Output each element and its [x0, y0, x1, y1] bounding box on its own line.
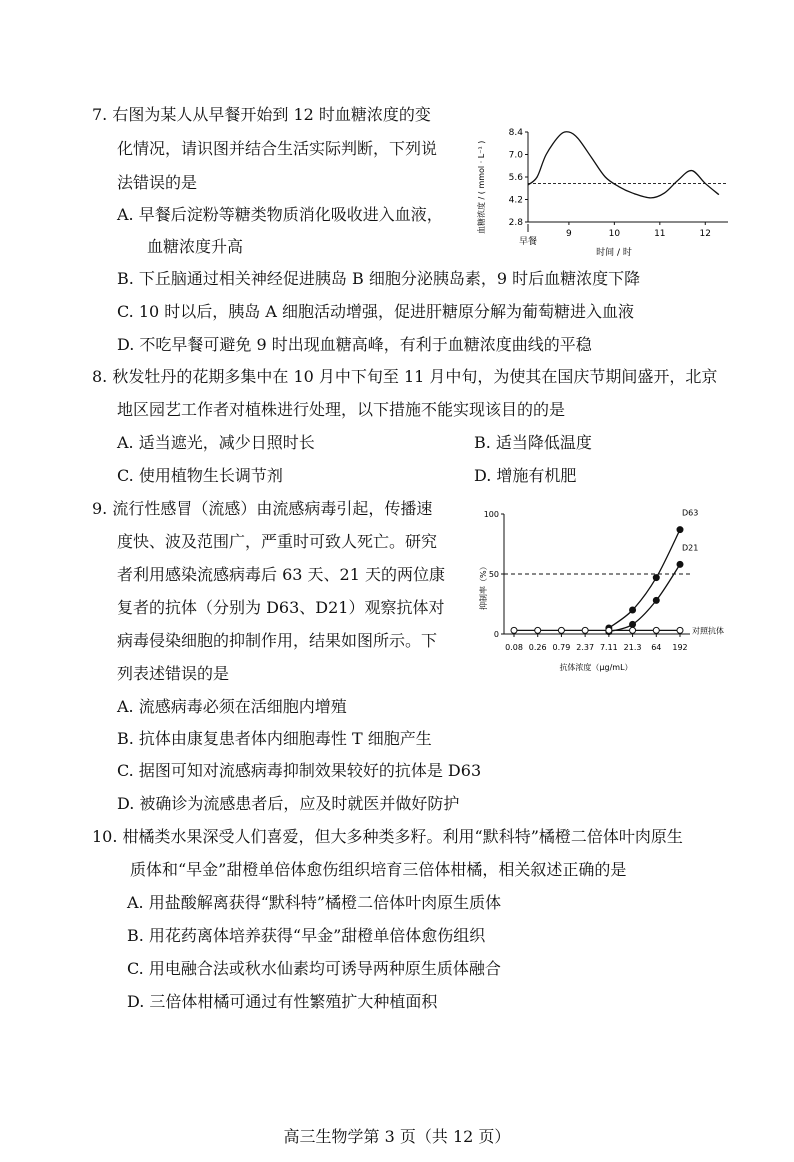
q8-option-b: B. 适当降低温度 [474, 433, 592, 452]
chart1-y-tick-label: 4.2 [508, 195, 523, 206]
q9-option-b: B. 抗体由康复患者体内细胞毒性 T 细胞产生 [117, 729, 432, 748]
q8-stem-line2: 地区园艺工作者对植株进行处理，以下措施不能实现该目的的是 [117, 400, 566, 419]
chart2-x-tick-label: 0.79 [552, 643, 571, 652]
q9-option-a: A. 流感病毒必须在活细胞内增殖 [117, 697, 347, 716]
q7-option-b: B. 下丘脑通过相关神经促进胰岛 B 细胞分泌胰岛素，9 时后血糖浓度下降 [117, 269, 641, 288]
q7-option-a: A. 早餐后淀粉等糖类物质消化吸收进入血液， [117, 205, 443, 224]
chart1-glucose-curve [528, 132, 719, 198]
q9-stem-line1: 9. 流行性感冒（流感）由流感病毒引起，传播速 [92, 499, 433, 518]
chart2-x-tick-label: 7.11 [599, 643, 618, 652]
chart2-x-tick-label: 192 [672, 643, 688, 652]
chart2-series-label: D63 [682, 508, 699, 518]
chart1-y-tick-label: 8.4 [508, 128, 523, 138]
chart2-x-tick-label: 21.3 [623, 643, 642, 652]
q9-stem-line3: 者利用感染流感病毒后 63 天、21 天的两位康 [117, 565, 445, 584]
q9-option-c: C. 据图可知对流感病毒抑制效果较好的抗体是 D63 [117, 761, 482, 780]
chart2-ylabel: 抑制率（%） [479, 562, 488, 610]
chart1-axes [509, 128, 728, 239]
chart2-data-point [535, 627, 541, 633]
q10-stem-line2: 质体和“早金”甜橙单倍体愈伤组织培育三倍体柑橘，相关叙述正确的是 [130, 860, 627, 879]
chart2-data-point [677, 561, 683, 567]
chart2-x-tick-label: 0.26 [528, 643, 547, 652]
chart2-data-point [653, 597, 659, 603]
q8-option-a: A. 适当遮光，减少日照时长 [117, 433, 315, 452]
q8-option-c: C. 使用植物生长调节剂 [117, 466, 283, 485]
chart2-x-tick-label: 0.08 [505, 643, 523, 652]
chart2-data-point [606, 627, 612, 633]
q8-stem-line1: 8. 秋发牡丹的花期多集中在 10 月中下旬至 11 月中旬，为使其在国庆节期间盛开，北京 [92, 367, 718, 386]
chart1-x-tick-label: 12 [699, 229, 711, 239]
chart2-y-tick-label: 50 [488, 570, 499, 579]
chart2-data-point [630, 621, 636, 627]
chart2-data-point [677, 627, 683, 633]
q7-stem-line1: 7. 右图为某人从早餐开始到 12 时血糖浓度的变 [92, 105, 431, 124]
chart1-x-tick-label: 10 [608, 229, 621, 239]
q9-option-d: D. 被确诊为流感患者后，应及时就医并做好防护 [117, 794, 460, 813]
q10-stem-line1: 10. 柑橘类水果深受人们喜爱，但大多种类多籽。利用“默科特”橘橙二倍体叶肉原生 [92, 827, 683, 846]
chart1-xlabel: 时间 / 时 [596, 248, 632, 258]
chart2-data-point [677, 527, 683, 533]
q10-option-d: D. 三倍体柑橘可通过有性繁殖扩大种植面积 [127, 992, 438, 1011]
chart2-data-point [582, 627, 588, 633]
chart2-data-point [558, 627, 564, 633]
chart1-y-tick-label: 2.8 [508, 218, 523, 228]
blood-glucose-chart [470, 126, 740, 266]
chart2-data-point [630, 607, 636, 613]
chart1-y-tick-label: 7.0 [508, 150, 523, 161]
chart2-series-label: D21 [682, 543, 699, 553]
chart2-x-tick-label: 64 [651, 643, 662, 652]
q10-option-c: C. 用电融合法或秋水仙素均可诱导两种原生质体融合 [127, 959, 501, 978]
chart2-series-label: 对照抗体 [692, 626, 724, 636]
chart2-y-tick-label: 0 [493, 630, 499, 639]
q9-stem-line2: 度快、波及范围广，严重时可致人死亡。研究 [117, 532, 438, 551]
inhibition-chart [470, 500, 750, 680]
q10-option-b: B. 用花药离体培养获得“早金”甜橙单倍体愈伤组织 [127, 926, 486, 945]
q9-stem-line6: 列表述错误的是 [117, 664, 230, 683]
page-footer: 高三生物学第 3 页（共 12 页） [283, 1127, 511, 1146]
chart2-axes [484, 509, 724, 652]
chart1-x-tick-label: 9 [566, 229, 572, 239]
chart2-xlabel: 抗体浓度（μg/mL） [559, 663, 633, 672]
chart1-x-tick-label: 11 [654, 229, 666, 239]
chart2-data-point [630, 627, 636, 633]
q7-stem-line2: 化情况，请识图并结合生活实际判断，下列说 [117, 139, 438, 158]
q8-option-d: D. 增施有机肥 [474, 466, 577, 485]
chart1-breakfast-label: 早餐 [518, 237, 538, 247]
q9-stem-line4: 复者的抗体（分别为 D63、D21）观察抗体对 [117, 598, 445, 617]
chart2-data-point [511, 627, 517, 633]
chart1-y-tick-label: 5.6 [508, 173, 523, 183]
q7-stem-line3: 法错误的是 [117, 173, 198, 192]
q10-option-a: A. 用盐酸解离获得“默科特”橘橙二倍体叶肉原生质体 [127, 893, 502, 912]
chart2-data-point [653, 575, 659, 581]
q7-option-d: D. 不吃早餐可避免 9 时出现血糖高峰，有利于血糖浓度曲线的平稳 [117, 335, 592, 354]
chart2-x-tick-label: 2.37 [576, 643, 595, 652]
q9-stem-line5: 病毒侵染细胞的抑制作用，结果如图所示。下 [117, 631, 438, 650]
chart2-data-point [653, 627, 659, 633]
q7-option-a-cont: 血糖浓度升高 [147, 237, 244, 256]
chart1-ylabel: 血糖浓度 / ( mmol · L⁻¹ ) [477, 140, 486, 234]
q7-option-c: C. 10 时以后，胰岛 A 细胞活动增强，促进肝糖原分解为葡萄糖进入血液 [117, 302, 635, 321]
chart2-y-tick-label: 100 [483, 510, 499, 519]
